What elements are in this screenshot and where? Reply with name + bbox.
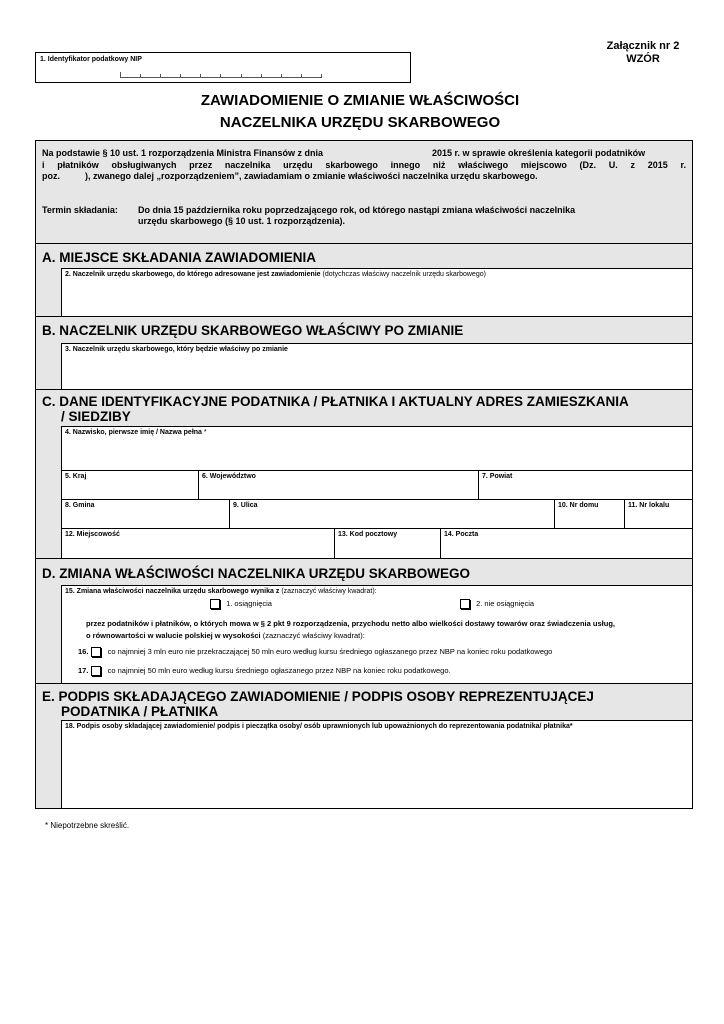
- field-6-label: 6. Województwo: [202, 473, 256, 480]
- checkbox-17[interactable]: [91, 666, 101, 676]
- section-c-sidebar: [36, 426, 62, 558]
- field-3-label: 3. Naczelnik urzędu skarbowego, który będzie właściwy po zmianie: [65, 346, 288, 353]
- option-not-achieved-label: 2. nie osiągnięcia: [476, 599, 535, 608]
- intro-text-1e: ), zwanego dalej „rozporządzeniem”, zawiadamiam o zmianie właściwości naczelnika urzędu skarbowego.: [85, 171, 538, 181]
- annex-label: [598, 40, 688, 66]
- option-achieved-label: 1. osiągnięcia: [226, 599, 272, 608]
- field-18-label: 18. Podpis osoby składającej zawiadomienie/ podpis i pieczątka osoby/ osób uprawnionych lub upoważnionych do reprezentowania podatnika/ płatnika*: [65, 723, 573, 730]
- intro-text-1b: 2015 r. w sprawie określenia kategorii podatników: [432, 148, 646, 158]
- option-achieved[interactable]: [210, 599, 272, 609]
- section-d-sidebar: [36, 585, 62, 683]
- option-not-achieved[interactable]: [460, 599, 534, 609]
- field-10-house-number[interactable]: [554, 499, 624, 528]
- field-4-name[interactable]: [61, 426, 692, 470]
- description-line-1: przez podatników i płatników, o których mowa w § 2 pkt 9 rozporządzenia, przychodu netto albo wielkości dostawy towarów oraz świadczenia usług,: [86, 619, 615, 628]
- section-c-heading: [36, 389, 692, 426]
- description-line-2: [86, 631, 365, 640]
- field-11-apartment-number[interactable]: [624, 499, 692, 528]
- annex-number: Załącznik nr 2: [606, 40, 680, 52]
- field-2-note: (dotychczas właściwy naczelnik urzędu skarbowego): [322, 271, 486, 278]
- field-2-office[interactable]: [61, 268, 692, 316]
- footnote: * Niepotrzebne skreślić.: [45, 821, 130, 830]
- field-13-label: 13. Kod pocztowy: [338, 531, 398, 538]
- field-7-county[interactable]: [478, 470, 692, 499]
- field-10-label: 10. Nr domu: [558, 502, 599, 509]
- section-e-sidebar: [36, 720, 62, 808]
- section-e-heading-1: E. PODPIS SKŁADAJĄCEGO ZAWIADOMIENIE / PODPIS OSOBY REPREZENTUJĄCEJ: [42, 689, 594, 704]
- checkbox-16[interactable]: [91, 647, 101, 657]
- field-12-label: 12. Miejscowość: [65, 531, 120, 538]
- field-15-note: (zaznaczyć właściwy kwadrat):: [281, 588, 377, 595]
- field-8-label: 8. Gmina: [65, 502, 95, 509]
- field-2-label: 2. Naczelnik urzędu skarbowego, do którego adresowane jest zawiadomienie: [65, 271, 321, 278]
- field-11-label: 11. Nr lokalu: [628, 502, 670, 509]
- section-c-heading-2: / SIEDZIBY: [61, 409, 131, 424]
- option-17-number: 17.: [78, 666, 89, 675]
- field-7-label: 7. Powiat: [482, 473, 513, 480]
- description-line-2-note: (zaznaczyć właściwy kwadrat):: [262, 631, 365, 640]
- section-a-sidebar: [36, 268, 62, 316]
- intro-block: [36, 141, 692, 243]
- page-title: [60, 90, 660, 134]
- field-5-label: 5. Kraj: [65, 473, 87, 480]
- intro-text-1c: i płatników obsługiwanych przez naczelnika urzędu skarbowego innego niż właściwego miejscowo (Dz. U. z 2015 r.: [42, 159, 686, 170]
- checkbox-not-achieved[interactable]: [460, 599, 470, 609]
- checkbox-achieved[interactable]: [210, 599, 220, 609]
- section-d-heading: D. ZMIANA WŁAŚCIWOŚCI NACZELNIKA URZĘDU SKARBOWEGO: [36, 558, 692, 585]
- intro-text-1d: poz.: [42, 171, 60, 181]
- field-15-label: 15. Zmiana właściwości naczelnika urzędu skarbowego wynika z: [65, 588, 280, 595]
- field-14-label: 14. Poczta: [444, 531, 479, 538]
- field-15-heading: [65, 588, 377, 595]
- field-13-postal-code[interactable]: [334, 528, 440, 558]
- field-5-country[interactable]: [61, 470, 198, 499]
- title-line2: NACZELNIKA URZĘDU SKARBOWEGO: [219, 114, 501, 131]
- section-b-sidebar: [36, 343, 62, 389]
- field-4-label: 4. Nazwisko, pierwsze imię / Nazwa pełna: [65, 429, 202, 436]
- term-label: Termin składania:: [42, 205, 118, 215]
- section-c-heading-1: C. DANE IDENTYFIKACYJNE PODATNIKA / PŁATNIKA I AKTUALNY ADRES ZAMIESZKANIA: [42, 394, 629, 409]
- field-9-label: 9. Ulica: [233, 502, 258, 509]
- field-15-change-reason: [61, 585, 692, 683]
- term-text-2: urzędu skarbowego (§ 10 ust. 1 rozporządzenia).: [138, 216, 346, 226]
- field-12-city[interactable]: [61, 528, 334, 558]
- term-text-1: Do dnia 15 października roku poprzedzającego rok, od którego nastąpi zmiana właściwości naczelnika: [138, 205, 576, 215]
- section-a-heading: A. MIEJSCE SKŁADANIA ZAWIADOMIENIA: [36, 243, 692, 268]
- form-frame: [35, 140, 693, 809]
- section-b-heading: B. NACZELNIK URZĘDU SKARBOWEGO WŁAŚCIWY PO ZMIANIE: [36, 316, 692, 343]
- field-9-street[interactable]: [229, 499, 554, 528]
- field-6-voivodeship[interactable]: [198, 470, 478, 499]
- intro-text-1a: Na podstawie § 10 ust. 1 rozporządzenia Ministra Finansów z dnia: [42, 148, 324, 158]
- option-17-label: co najmniej 50 mln euro według kursu średniego ogłaszanego przez NBP na koniec roku podatkowego.: [107, 666, 451, 675]
- field-4-star: *: [203, 429, 207, 436]
- description-line-2-text: o równowartości w walucie polskiej w wysokości: [86, 631, 261, 640]
- nip-input[interactable]: [120, 72, 322, 78]
- nip-box: [35, 52, 411, 83]
- nip-label: 1. Identyfikator podatkowy NIP: [40, 56, 142, 63]
- annex-template: WZÓR: [626, 53, 660, 65]
- option-16[interactable]: [78, 647, 552, 657]
- title-line1: ZAWIADOMIENIE O ZMIANIE WŁAŚCIWOŚCI: [200, 92, 520, 109]
- option-16-label: co najmniej 3 mln euro nie przekraczającej 50 mln euro według kursu średniego ogłaszanego przez NBP na koniec roku podatkowego: [107, 647, 553, 656]
- section-e-heading: [36, 683, 692, 720]
- section-e-heading-2: PODATNIKA / PŁATNIKA: [61, 704, 219, 719]
- field-18-signature[interactable]: [61, 720, 692, 808]
- option-17[interactable]: [78, 666, 451, 676]
- field-14-post-office[interactable]: [440, 528, 692, 558]
- field-3-office-after[interactable]: [61, 343, 692, 389]
- option-16-number: 16.: [78, 647, 89, 656]
- field-8-commune[interactable]: [61, 499, 229, 528]
